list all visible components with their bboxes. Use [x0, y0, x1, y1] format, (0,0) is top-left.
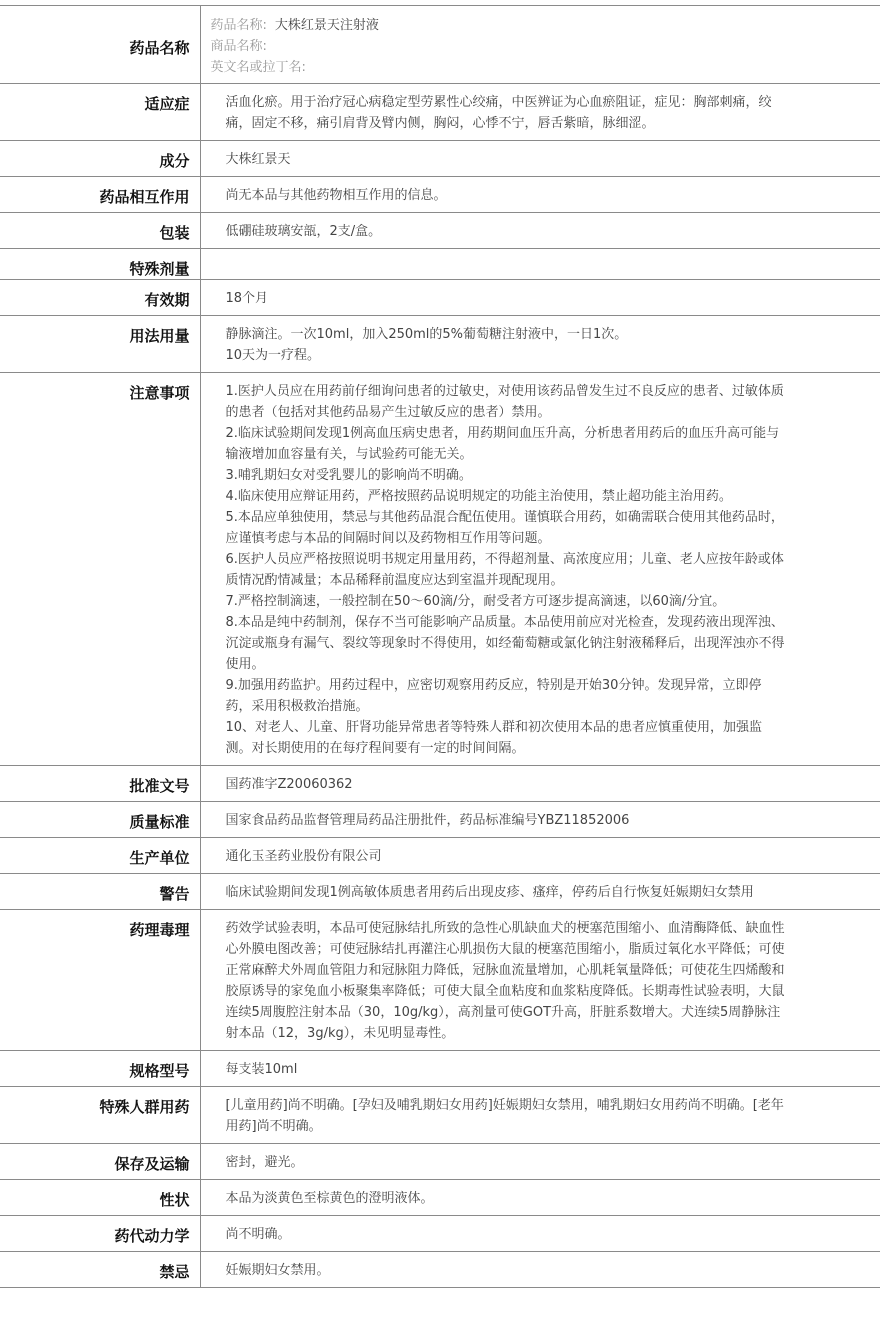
value-paragraph: 国家食品药品监督管理局药品注册批件，药品标准编号YBZ11852006	[225, 813, 630, 828]
row-label: 药代动力学	[0, 1216, 200, 1252]
row-value	[200, 1180, 880, 1216]
row-value	[200, 373, 880, 766]
row-label: 适应症	[0, 84, 200, 141]
row-label: 有效期	[0, 280, 200, 316]
drug-name-key: 药品名称:	[210, 18, 267, 33]
value-paragraph: 临床试验期间发现1例高敏体质患者用药后出现皮疹、瘙痒，停药后自行恢复妊娠期妇女禁用	[225, 885, 754, 900]
table-row	[0, 1051, 880, 1087]
value-paragraph: 密封，避光。	[225, 1155, 304, 1170]
table-row	[0, 838, 880, 874]
value-paragraph: 6.医护人员应严格按照说明书规定用量用药，不得超剂量、高浓度应用；儿童、老人应按年龄或体质情况酌情减量；本品稀释前温度应达到室温并现配现用。	[225, 552, 784, 588]
row-label: 药品名称	[0, 6, 200, 84]
row-value	[200, 141, 880, 177]
row-label: 特殊剂量	[0, 249, 200, 280]
row-drug-name	[0, 6, 880, 84]
drug-name-line	[211, 15, 880, 36]
row-label: 批准文号	[0, 766, 200, 802]
value-paragraph: 10天为一疗程。	[225, 348, 321, 363]
row-label: 用法用量	[0, 316, 200, 373]
value-paragraph: 妊娠期妇女禁用。	[225, 1263, 330, 1278]
drug-info-table	[0, 5, 880, 1288]
table-row	[0, 1252, 880, 1288]
row-label: 警告	[0, 874, 200, 910]
value-paragraph: 9.加强用药监护。用药过程中，应密切观察用药反应，特别是开始30分钟。发现异常，立即停药，采用积极救治措施。	[225, 678, 762, 714]
row-label: 性状	[0, 1180, 200, 1216]
table-row	[0, 1144, 880, 1180]
value-paragraph: [儿童用药]尚不明确。[孕妇及哺乳期妇女用药]妊娠期妇女禁用，哺乳期妇女用药尚不明确。[老年用药]尚不明确。	[225, 1098, 784, 1134]
table-row	[0, 1180, 880, 1216]
value-paragraph: 每支装10ml	[225, 1062, 298, 1077]
value-paragraph: 8.本品是纯中药制剂，保存不当可能影响产品质量。本品使用前应对光检查，发现药液出现浑浊、沉淀或瓶身有漏气、裂纹等现象时不得使用，如经葡萄糖或氯化钠注射液稀释后，出现浑浊亦不得使用。	[225, 615, 785, 672]
row-value	[200, 1051, 880, 1087]
table-row	[0, 84, 880, 141]
value-paragraph: 1.医护人员应在用药前仔细询问患者的过敏史，对使用该药品曾发生过不良反应的患者、过敏体质的患者（包括对其他药品易产生过敏反应的患者）禁用。	[225, 384, 784, 420]
row-label: 注意事项	[0, 373, 200, 766]
row-value	[200, 316, 880, 373]
table-row	[0, 373, 880, 766]
row-label: 规格型号	[0, 1051, 200, 1087]
value-paragraph: 低硼硅玻璃安瓿，2支/盒。	[225, 224, 382, 239]
row-value	[200, 84, 880, 141]
row-label: 成分	[0, 141, 200, 177]
row-value	[200, 1087, 880, 1144]
table-row	[0, 874, 880, 910]
table-row	[0, 280, 880, 316]
drug-name-block	[200, 6, 880, 84]
row-value	[200, 1216, 880, 1252]
row-label: 质量标准	[0, 802, 200, 838]
value-paragraph: 静脉滴注。一次10ml，加入250ml的5%葡萄糖注射液中，一日1次。	[225, 327, 628, 342]
row-label: 包装	[0, 213, 200, 249]
value-paragraph: 2.临床试验期间发现1例高血压病史患者，用药期间血压升高，分析患者用药后的血压升高可能与输液增加血容量有关，与试验药可能无关。	[225, 426, 780, 462]
row-label: 生产单位	[0, 838, 200, 874]
empty-value	[226, 257, 787, 271]
value-paragraph: 18个月	[225, 291, 269, 306]
table-row	[0, 213, 880, 249]
row-value	[200, 910, 880, 1051]
table-row	[0, 141, 880, 177]
table-row	[0, 766, 880, 802]
value-paragraph: 尚不明确。	[225, 1227, 291, 1242]
table-row	[0, 177, 880, 213]
table-row	[0, 249, 880, 280]
row-value	[200, 1252, 880, 1288]
row-value	[200, 249, 880, 280]
value-paragraph: 国药准字Z20060362	[225, 777, 353, 792]
row-value	[200, 1144, 880, 1180]
table-row	[0, 802, 880, 838]
trade-name-key: 商品名称:	[210, 39, 267, 54]
value-paragraph: 大株红景天	[225, 152, 291, 167]
value-paragraph: 本品为淡黄色至棕黄色的澄明液体。	[225, 1191, 434, 1206]
value-paragraph: 4.临床使用应辩证用药，严格按照药品说明规定的功能主治使用，禁止超功能主治用药。	[225, 489, 732, 504]
value-paragraph: 7.严格控制滴速，一般控制在50～60滴/分，耐受者方可逐步提高滴速，以60滴/分宜。	[225, 594, 726, 609]
value-paragraph: 3.哺乳期妇女对受乳婴儿的影响尚不明确。	[225, 468, 472, 483]
row-value	[200, 874, 880, 910]
row-value	[200, 802, 880, 838]
value-paragraph: 活血化瘀。用于治疗冠心病稳定型劳累性心绞痛，中医辨证为心血瘀阻证，症见：胸部刺痛，绞痛，固定不移，痛引肩背及臂内侧，胸闷，心悸不宁，唇舌紫暗，脉细涩。	[225, 95, 772, 131]
row-label: 禁忌	[0, 1252, 200, 1288]
row-value	[200, 177, 880, 213]
table-row	[0, 1087, 880, 1144]
value-paragraph: 5.本品应单独使用，禁忌与其他药品混合配伍使用。谨慎联合用药，如确需联合使用其他药品时，应谨慎考虑与本品的间隔时间以及药物相互作用等问题。	[225, 510, 784, 546]
row-value	[200, 213, 880, 249]
value-paragraph: 10、对老人、儿童、肝肾功能异常患者等特殊人群和初次使用本品的患者应慎重使用，加强监测。对长期使用的在每疗程间要有一定的时间间隔。	[225, 720, 763, 756]
table-row	[0, 1216, 880, 1252]
row-value	[200, 838, 880, 874]
value-paragraph: 通化玉圣药业股份有限公司	[225, 849, 382, 864]
value-paragraph: 尚无本品与其他药物相互作用的信息。	[225, 188, 447, 203]
table-row	[0, 910, 880, 1051]
table-row	[0, 316, 880, 373]
row-label: 特殊人群用药	[0, 1087, 200, 1144]
row-label: 药品相互作用	[0, 177, 200, 213]
drug-name-value: 大株红景天注射液	[274, 18, 379, 33]
english-name-key: 英文名或拉丁名:	[210, 60, 306, 75]
value-paragraph: 药效学试验表明，本品可使冠脉结扎所致的急性心肌缺血犬的梗塞范围缩小、血清酶降低、缺血性心外膜电图改善；可使冠脉结扎再灌注心肌损伤大鼠的梗塞范围缩小，脂质过氧化水平降低；可使正常麻醉犬外周血管阻力和冠脉阻力降低，冠脉血流量增加，心肌耗氧量降低；可使花生四烯酸和胶原诱导的家兔血小板聚集率降低；可使大鼠全血粘度和血浆粘度降低。长期毒性试验表明，大鼠连续5周腹腔注射本品（30，10g/kg），高剂量可使GOT升高，肝脏系数增大。犬连续5周静脉注射本品（12，3g/kg），未见明显毒性。	[225, 921, 785, 1041]
row-label: 保存及运输	[0, 1144, 200, 1180]
row-value	[200, 766, 880, 802]
row-label: 药理毒理	[0, 910, 200, 1051]
row-value	[200, 280, 880, 316]
